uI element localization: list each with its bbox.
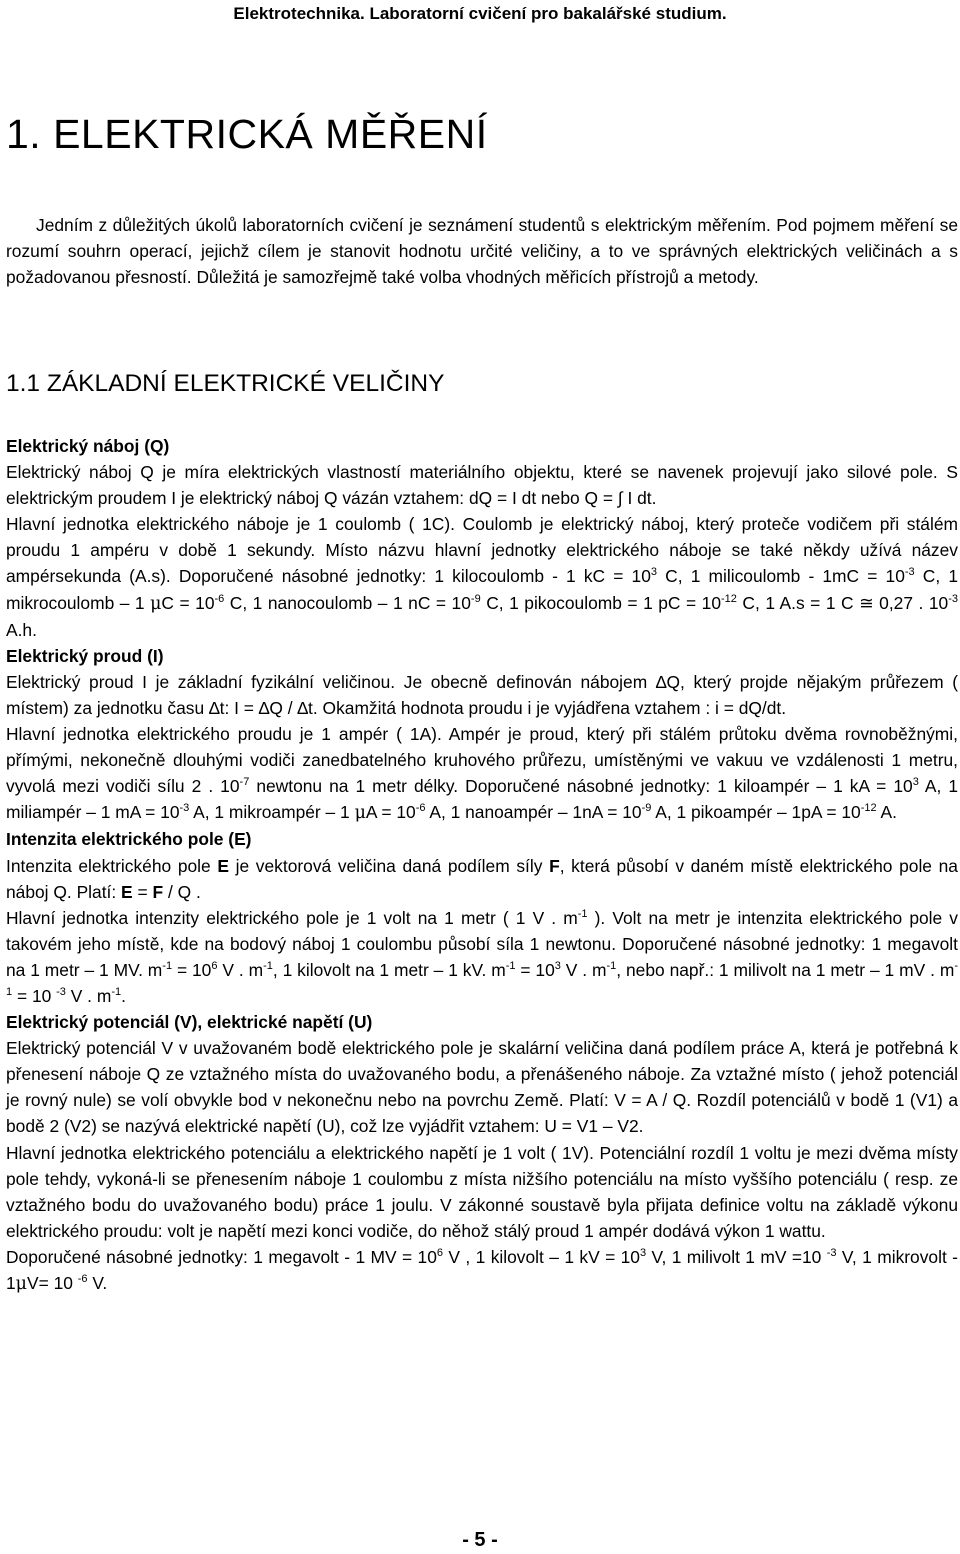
charge-definition: Elektrický náboj Q je míra elektrických vlastností materiálního objektu, které se navenek projevují jako silové pole. S elektrickým proudem I je elektrický náboj Q vázán vztahem: dQ = I dt nebo Q = ∫ I dt.	[6, 462, 958, 509]
current-heading: Elektrický proud (I)	[6, 645, 164, 666]
current-units: Hlavní jednotka elektrického proudu je 1 ampér ( 1A). Ampér je proud, který při stálém průtoku dvěma rovnoběžnými, přímými, nekonečně dlouhými vodiči zanedbatelného kruhového průřezu, umístěnými ve vakuu ve vzdálenosti 1 metru, vyvolá mezi vodiči sílu 2 . $10^{-7}$ newtonu na 1 metr délky. Doporučené násobné jednotky: 1 kiloampér – 1 kA = $10^3$ A, 1 miliampér – 1 mA = $10^{-3}$ A, 1 mikroampér – 1 $\mu A = 10^{-6}$ A, 1 nanoampér – $1nA = 10^{-9}$ A, 1 pikoampér – $1pA = 10^{-12}$ A.	[6, 724, 959, 824]
intro-block	[6, 212, 958, 290]
charge-heading: Elektrický náboj (Q)	[6, 436, 170, 456]
potential-units: Doporučené násobné jednotky: 1 megavolt - 1 MV = $10^6$ V , 1 kilovolt – 1 kV = $10^3$ V, 1 milivolt 1 mV =10 $^{-3}$ V, 1 mikrovolt - 1μV= 10 $^{-6}$ V.	[6, 1246, 958, 1294]
current-definition: Elektrický proud I je základní fyzikální veličinou. Je obecně definován nábojem ∆Q, který projde nějakým průřezem ( místem) za jednotku času ∆t: I = ∆Q / ∆t. Okamžitá hodnota proudu i je vyjádřena vztahem : i = dQ/dt.	[6, 671, 958, 718]
charge-units: Hlavní jednotka elektrického náboje je 1 coulomb ( 1C). Coulomb je elektrický náboj, který proteče vodičem při stálém proudu 1 ampéru v době 1 sekundy. Místo názvu hlavní jednotky elektrického náboje se také někdy užívá název ampérsekunda (A.s). Doporučené násobné jednotky: 1 kilocoulomb - 1 kC = $10^3$ C, 1 milicoulomb - $1mC = 10^{-3}$ C, 1 mikrocoulomb – 1 $\mu C = 10^{-6}$ C, 1 nanocoulomb – 1 nC = $10^{-9}$ C, 1 pikocoulomb = 1 pC = $10^{-12}$ C, 1 A.s = 1 C ≅ 0,27 . $10^{-3}$ A.h.	[6, 514, 959, 640]
chapter-title: 1. ELEKTRICKÁ MĚŘENÍ	[6, 111, 488, 157]
page-number: - 5 -	[462, 1529, 498, 1551]
potential-heading: Elektrický potenciál (V), elektrické napětí (U)	[6, 1012, 373, 1033]
field-heading: Intenzita elektrického pole (E)	[6, 829, 252, 850]
field-units: Hlavní jednotka intenzity elektrického pole je 1 volt na 1 metr ( 1 V . $m^{-1}$ ). Volt na metr je intenzita elektrického pole v takovém jeho místě, kde na bodový náboj 1 coulombu působí síla 1 newtonu. Doporučené násobné jednotky: 1 megavolt na 1 metr – 1 MV. $m^{-1} = 10^6$ V . $m^{-1}$, 1 kilovolt na 1 metr – 1 kV. $m^{-1} = 10^3$ V . $m^{-1}$, nebo např.: 1 milivolt na 1 metr – 1 mV . $m^{-1} = 10$ $^{-3}$ V . $m^{-1}$.	[6, 907, 959, 1006]
field-definition: Intenzita elektrického pole E je vektorová veličina daná podílem síly F, která působí v daném místě elektrického pole na náboj Q. Platí: E = F / Q .	[6, 855, 958, 902]
section-title: 1.1 ZÁKLADNÍ ELEKTRICKÉ VELIČINY	[6, 370, 445, 397]
intro-paragraph: Jedním z důležitých úkolů laboratorních cvičení je seznámení studentů s elektrickým měřením. Pod pojmem měření se rozumí souhrn operací, jejichž cílem je stanovit hodnotu určité veličiny, a to ve správných elektrických veličinách a s požadovanou přesností. Důležitá je samozřejmě také volba vhodných měřicích přístrojů a metody.	[6, 215, 958, 288]
running-header: Elektrotechnika. Laboratorní cvičení pro bakalářské studium.	[233, 4, 727, 23]
potential-definition: Elektrický potenciál V v uvažovaném bodě elektrického pole je skalární veličina daná podílem práce A, která je potřebná k přenesení náboje Q ze vztažného místa do uvažovaného bodu, a přenášeného náboje. Za vztažné místo ( jehož potenciál je rovný nule) se volí obvykle bod v nekonečnu nebo na povrchu Země. Platí: V = A / Q. Rozdíl potenciálů v bodě 1 (V1) a bodě 2 (V2) se nazývá elektrické napětí (U), což lze vyjádřit vztahem: U = V1 – V2.	[6, 1038, 958, 1137]
potential-unit-definition: Hlavní jednotka elektrického potenciálu a elektrického napětí je 1 volt ( 1V). Potenciální rozdíl 1 voltu je mezi dvěma místy pole tehdy, vykoná-li se přenesením náboje 1 coulombu z místa nižšího potenciálu na místo vyššího potenciálu ( resp. ze vztažného bodu do uvažovaného bodu) práce 1 joulu. V zákonné soustavě byla přijata definice voltu na základě výkonu elektrického proudu: volt je napětí mezi konci vodiče, do něhož stálý proud 1 ampér dodává výkon 1 wattu.	[6, 1142, 958, 1241]
section-body	[6, 433, 958, 1297]
